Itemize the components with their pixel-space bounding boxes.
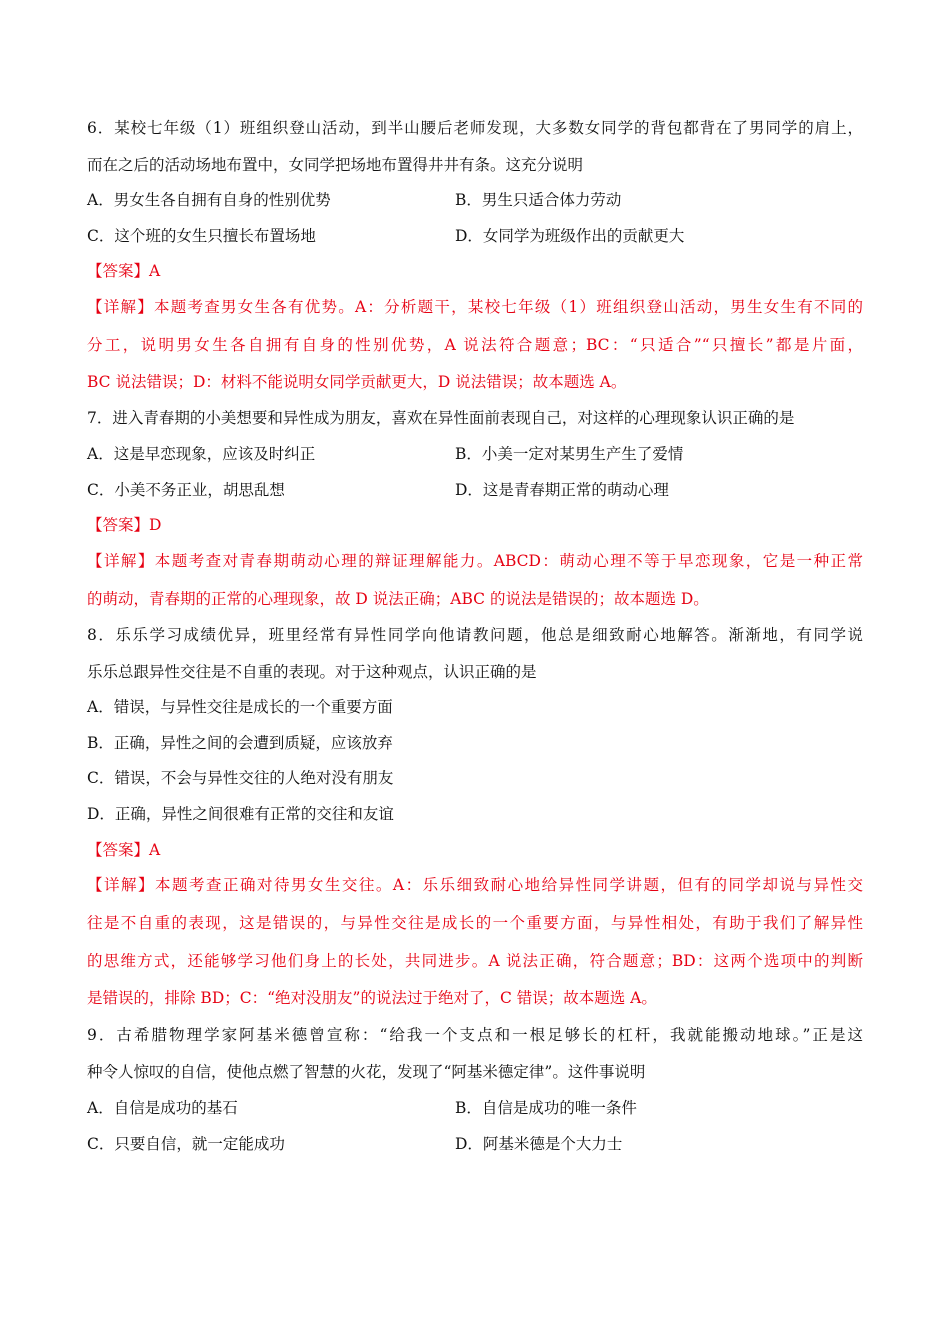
q7-answer: 【答案】D	[87, 516, 162, 534]
q8-option-a: A．错误，与异性交往是成长的一个重要方面	[87, 698, 393, 716]
q6-stem-line-1: 6．某校七年级（1）班组织登山活动，到半山腰后老师发现，大多数女同学的背包都背在了男同学的肩上，	[87, 119, 863, 137]
q6-explain-line-3: BC 说法错误；D：材料不能说明女同学贡献更大，D 说法错误；故本题选 A。	[87, 373, 627, 391]
q8-option-d: D．正确，异性之间很难有正常的交往和友谊	[87, 805, 394, 823]
q6-option-c: C．这个班的女生只擅长布置场地	[87, 227, 316, 245]
q8-stem-line-2: 乐乐总跟异性交往是不自重的表现。对于这种观点，认识正确的是	[87, 663, 537, 681]
q9-option-a: A．自信是成功的基石	[87, 1099, 238, 1117]
q8-stem-line-1: 8．乐乐学习成绩优异，班里经常有异性同学向他请教问题，他总是细致耐心地解答。渐渐地，有同学说	[87, 626, 863, 644]
q8-answer: 【答案】A	[87, 841, 161, 859]
q6-explain-line-2: 分工，说明男女生各自拥有自身的性别优势，A 说法符合题意；BC：“只适合”“只擅长”都是片面，	[87, 336, 863, 354]
q9-stem-line-1: 9．古希腊物理学家阿基米德曾宣称：“给我一个支点和一根足够长的杠杆，我就能搬动地球。”正是这	[87, 1026, 863, 1044]
q7-option-a: A．这是早恋现象，应该及时纠正	[87, 445, 316, 463]
q8-option-b: B．正确，异性之间的会遭到质疑，应该放弃	[87, 734, 393, 752]
q8-explain-line-1: 【详解】本题考查正确对待男女生交往。A：乐乐细致耐心地给异性同学讲题，但有的同学却说与异性交	[87, 876, 863, 894]
q6-explain-line-1: 【详解】本题考查男女生各有优势。A：分析题干，某校七年级（1）班组织登山活动，男生女生有不同的	[87, 298, 863, 316]
q7-option-c: C．小美不务正业，胡思乱想	[87, 481, 285, 499]
q6-option-d: D．女同学为班级作出的贡献更大	[455, 227, 685, 245]
q7-option-b: B．小美一定对某男生产生了爱情	[455, 445, 684, 463]
q6-stem-line-2: 而在之后的活动场地布置中，女同学把场地布置得井井有条。这充分说明	[87, 156, 584, 174]
q7-explain-line-1: 【详解】本题考查对青春期萌动心理的辩证理解能力。ABCD：萌动心理不等于早恋现象，它是一种正常	[87, 552, 863, 570]
q8-option-c: C．错误，不会与异性交往的人绝对没有朋友	[87, 769, 394, 787]
q8-explain-line-3: 的思维方式，还能够学习他们身上的长处，共同进步。A 说法正确，符合题意；BD：这两个选项中的判断	[87, 952, 863, 970]
q8-explain-line-2: 往是不自重的表现，这是错误的，与异性交往是成长的一个重要方面，与异性相处，有助于我们了解异性	[87, 914, 863, 932]
q6-option-a: A．男女生各自拥有自身的性别优势	[87, 191, 331, 209]
q7-option-d: D．这是青春期正常的萌动心理	[455, 481, 669, 499]
q6-answer: 【答案】A	[87, 262, 161, 280]
q9-option-d: D．阿基米德是个大力士	[455, 1135, 623, 1153]
q7-explain-line-2: 的萌动，青春期的正常的心理现象，故 D 说法正确；ABC 的说法是错误的；故本题选 D。	[87, 590, 709, 608]
q6-option-b: B．男生只适合体力劳动	[455, 191, 622, 209]
q9-stem-line-2: 种令人惊叹的自信，使他点燃了智慧的火花，发现了“阿基米德定律”。这件事说明	[87, 1063, 646, 1081]
q9-option-b: B．自信是成功的唯一条件	[455, 1099, 637, 1117]
q9-option-c: C．只要自信，就一定能成功	[87, 1135, 285, 1153]
q8-explain-line-4: 是错误的，排除 BD；C：“绝对没朋友”的说法过于绝对了，C 错误；故本题选 A。	[87, 989, 657, 1007]
q7-stem-line-1: 7．进入青春期的小美想要和异性成为朋友，喜欢在异性面前表现自己，对这样的心理现象认识正确的是	[87, 409, 795, 427]
